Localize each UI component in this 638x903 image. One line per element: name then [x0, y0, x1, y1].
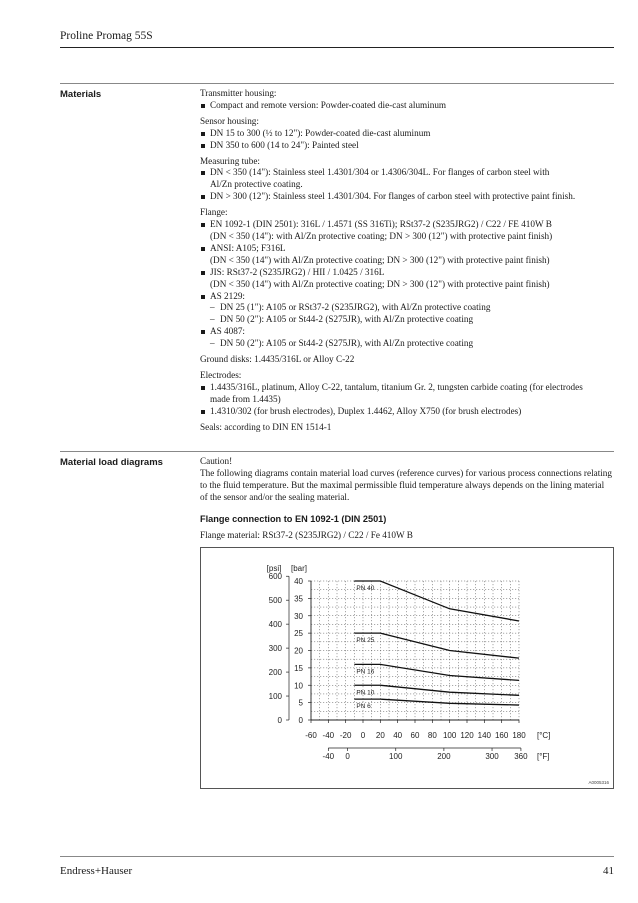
body-text: to the fluid temperature. But the maximal permissible fluid temperature always depends on the lining material: [200, 479, 605, 490]
x-tick-label: 160: [494, 731, 509, 740]
x-tick-label: 40: [393, 731, 403, 740]
bullet-item: JIS: RSt37-2 (S235JRG2) / HII / 1.0425 / 316L: [200, 267, 614, 279]
series-label: PN 10: [356, 689, 375, 697]
bullet-continuation: (DN < 350 (14") with Al/Zn protective coating; DN > 300 (12") with protective paint finish): [210, 278, 550, 289]
footer-rule: [60, 856, 614, 857]
dash-item: – DN 25 (1"): A105 or RSt37-2 (S235JRG2), with Al/Zn protective coating: [200, 302, 614, 314]
x-tick-label: 60: [410, 731, 420, 740]
page-number: 41: [603, 865, 614, 877]
series-label: PN 6: [356, 703, 371, 711]
series-line: [354, 664, 519, 680]
x-tick-label: 180: [512, 731, 526, 740]
x2-tick-label: 100: [389, 752, 403, 761]
bullet-item: 1.4435/316L, platinum, Alloy C-22, tantalum, titanium Gr. 2, tungsten carbide coating (for electrodes: [200, 382, 614, 394]
x2-tick-label: 200: [437, 752, 451, 761]
footer-brand: Endress+Hauser: [60, 865, 133, 877]
electrodes-title: Electrodes:: [200, 369, 242, 380]
load-content: [200, 456, 614, 541]
dash-item: – DN 50 (2"): A105 or St44-2 (S275JR), with Al/Zn protective coating: [200, 314, 614, 326]
section-rule: [60, 83, 614, 84]
bullet-item: AS 2129:: [200, 291, 614, 303]
series-label: PN 40: [356, 585, 375, 592]
series-label: PN 16: [356, 668, 375, 676]
y-tick-label: 35: [294, 594, 303, 604]
series-line: [354, 633, 519, 658]
flange-material: Flange material: RSt37-2 (S235JRG2) / C22 / Fe 410W B: [200, 529, 413, 540]
bullet-item: DN 15 to 300 (½ to 12"): Powder-coated die-cast aluminum: [200, 128, 614, 140]
document-title: Proline Promag 55S: [60, 30, 153, 42]
x-axis-label: [°C]: [537, 731, 551, 740]
material-load-chart: [200, 547, 614, 789]
section-rule: [60, 451, 614, 452]
bullet-continuation: (DN < 350 (14"): with Al/Zn protective coating; DN > 300 (12") with protective paint finish): [210, 230, 553, 241]
tube-title: Measuring tube:: [200, 155, 260, 166]
series-line: [354, 581, 519, 621]
y-tick-label: 5: [298, 698, 303, 708]
x2-axis-label: [°F]: [537, 752, 550, 761]
section-label-load-diagrams: Material load diagrams: [60, 457, 163, 468]
x-tick-label: 80: [427, 731, 437, 740]
sensor-title: Sensor housing:: [200, 115, 259, 126]
section-label-materials: Materials: [60, 89, 102, 100]
bullet-item: DN > 300 (12"): Stainless steel 1.4301/304. For flanges of carbon steel with protective paint finish.: [200, 191, 614, 203]
x-tick-label: 100: [442, 731, 457, 740]
bullet-item: AS 4087:: [200, 326, 614, 338]
y-tick-label: 10: [294, 681, 303, 691]
series-line: [354, 699, 519, 705]
x2-tick-label: 0: [345, 752, 350, 761]
x-tick-label: -40: [322, 731, 335, 740]
bullet-item: Compact and remote version: Powder-coated die-cast aluminum: [200, 100, 614, 112]
y2-tick-label: 0: [277, 716, 282, 725]
ground-disks: Ground disks: 1.4435/316L or Alloy C-22: [200, 354, 355, 365]
y2-tick-label: 400: [268, 620, 282, 630]
y2-tick-label: 600: [268, 572, 282, 582]
body-text: The following diagrams contain material load curves (reference curves) for various process connections relating: [200, 467, 612, 478]
subheading: Flange connection to EN 1092-1 (DIN 2501): [200, 513, 387, 524]
body-text: of the sensor and/or the sealing material.: [200, 491, 350, 502]
x-tick-label: -60: [305, 731, 317, 740]
seals: Seals: according to DIN EN 1514-1: [200, 421, 332, 432]
dash-item: – DN 50 (2"): A105 or St44-2 (S275JR), with Al/Zn protective coating: [200, 338, 614, 350]
y-axis-label: [bar]: [290, 564, 308, 573]
figure-code: A0005316: [588, 780, 609, 785]
y-tick-label: 0: [298, 716, 303, 725]
bullet-item: DN 350 to 600 (14 to 24"): Painted steel: [200, 140, 614, 152]
x-tick-label: 20: [375, 731, 385, 740]
bullet-continuation: made from 1.4435): [210, 393, 281, 404]
y2-tick-label: 300: [268, 644, 282, 654]
bullet-item: EN 1092-1 (DIN 2501): 316L / 1.4571 (SS 316Ti); RSt37-2 (S235JRG2) / C22 / FE 410W B: [200, 219, 614, 231]
x-tick-label: 140: [477, 731, 492, 740]
y-tick-label: 15: [294, 663, 303, 673]
y2-tick-label: 500: [268, 596, 282, 606]
caution-text: Caution!: [200, 456, 233, 466]
bullet-item: 1.4310/302 (for brush electrodes), Duplex 1.4462, Alloy X750 (for brush electrodes): [200, 406, 614, 418]
bullet-item: DN < 350 (14"): Stainless steel 1.4301/304 or 1.4306/304L. For flanges of carbon steel with: [200, 167, 614, 179]
y-tick-label: 20: [294, 646, 303, 656]
x-tick-label: 0: [360, 731, 366, 740]
x-tick-label: 120: [460, 731, 474, 740]
bullet-continuation: (DN < 350 (14") with Al/Zn protective coating; DN > 300 (12") with protective paint finish): [210, 254, 550, 265]
x2-tick-label: 300: [485, 752, 499, 761]
y-tick-label: 25: [294, 629, 303, 639]
x-tick-label: -20: [339, 731, 352, 740]
bullet-item: ANSI: A105; F316L: [200, 243, 614, 255]
x2-tick-label: -40: [322, 752, 335, 761]
y2-axis-label: [psi]: [266, 564, 282, 573]
y2-tick-label: 200: [268, 668, 282, 678]
x2-tick-label: 360: [514, 752, 528, 761]
header-rule: [60, 47, 614, 48]
y2-tick-label: 100: [268, 692, 282, 702]
materials-content: [200, 88, 614, 437]
y-tick-label: 40: [294, 577, 303, 586]
transmitter-title: Transmitter housing:: [200, 88, 277, 98]
chart-svg: [201, 548, 615, 790]
series-label: PN 25: [356, 637, 375, 645]
series-line: [354, 685, 519, 695]
bullet-continuation: Al/Zn protective coating.: [210, 179, 303, 190]
flange-title: Flange:: [200, 207, 228, 218]
y-tick-label: 30: [294, 611, 303, 621]
